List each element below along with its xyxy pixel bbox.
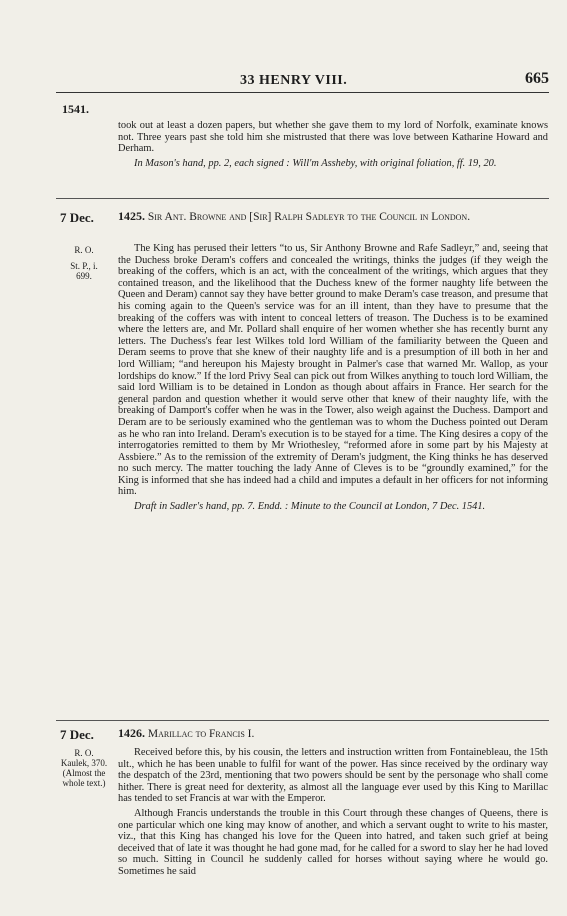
margin-ref: (Almost the [62, 768, 106, 778]
entry-1426-para-2: Although Francis understands the trouble in this Court through these changes of Queens, there is one particular which one king may know of another, and which a servant ought to write to his master, viz., that this King has changed his love for the Queen into hatred, and taken such grief at being deceived that of late it was thought he had gone mad, for he called for a sword to slay her he had loved so much. Sitting in Council he suddenly called for horses without saying where he would go. Sometimes he said [118, 807, 548, 877]
entry-1425-margin-refs [56, 245, 112, 281]
margin-ref: Kaulek, 370. [60, 758, 108, 768]
entry-1425-heading [118, 210, 548, 224]
entry-1426-number: 1426. [118, 726, 145, 740]
header-rule [56, 92, 549, 93]
entry-1425-body [118, 243, 548, 516]
entry-1426-title: Marillac to Francis I. [147, 728, 255, 740]
entry-1425-date: 7 Dec. [60, 210, 94, 225]
margin-ref: R. O. [74, 748, 94, 758]
margin-year: 1541. [62, 102, 89, 116]
margin-ref: St. P., i. [70, 261, 98, 271]
entry-1426-heading [118, 727, 548, 741]
margin-ref: R. O. [74, 245, 94, 255]
running-title: 33 HENRY VIII. [240, 73, 348, 88]
entry-1426-margin-refs [56, 748, 112, 788]
continuation-text: took out at least a dozen papers, but whether she gave them to my lord of Norfolk, examinate knows not. Three years past she told him she mistrusted that there was love between Katharine Howard and Derham. [118, 120, 548, 155]
entry-1425-text: The King has perused their letters “to us, Sir Anthony Browne and Rafe Sadleyr,” and, seeing that the Duchess broke Deram's coffers and concealed the writings, thinks the judges (if they weigh the breaking of the coffers, which is an act, with the concealment of the writings, which argues that they contained treason, and the likelihood that the Duchess knew of the former naughty life between the Queen and Deram) cannot say they have better ground to make Deram's case treason, and presume that his coming again to the Queen's service was for an ill intent, than they have to presume that the breaking of the coffers was with intent to conceal letters of treason. The Duchess is to be examined where the letters are, and Mr. Pollard shall enquire of her women whether she has recently burnt any letters. The Duchess's fear lest Wilkes told lord William of the familiarity between the Queen and Deram seems to prove that she knew of their naughty life and is a presumption of ill both in her and lord William; “and hereupon his Majesty brought in Palmer's case that warned Mr. Wallop, as your lordships do know.” If the lord Privy Seal can pick out from Wilkes anything to touch lord William, the said lord William is to be detained in London as though about affairs in France. Her search for the general pardon and question whether it would serve other that knew of their naughty life, with the breaking of Damport's coffer when he was in the Tower, also weigh against the Duchess. Damport and Deram are to be seriously examined who the gentleman was to whom the Duchess pointed out Deram as he who ran into Ireland. Deram's execution is to be stayed for a time. The King desires a copy of the interrogatories remitted to them by Mr Wriothesley, “reformed afore in some part by his Majesty at Assbiere.” As to the remission of the extremity of Deram's judgment, the King thinks he has deserved no such mercy. The matter touching the lady Anne of Cleves is to be “groundly examined,” for the King is informed that she has indeed had a child and imputes a default in her officers for not informing him. [118, 243, 548, 498]
entry-1426-para-1: Received before this, by his cousin, the letters and instruction written from Fontainebleau, the 15th ult., which he has been unable to fulfil for want of the power. Has since received by the ordinary way the despatch of the 23rd, mentioning that two powers should be sent by the personage who shall come hither. There is great need for dexterity, as almost all the language ever used by this King to Marillac has tended to set Francis at war with the Emperor. [118, 747, 548, 805]
margin-ref: 699. [76, 271, 92, 281]
entry-1425-title: Sir Ant. Browne and [Sir] Ralph Sadleyr to the Council in London. [147, 211, 471, 223]
entry-1425-note: Draft in Sadler's hand, pp. 7. Endd. : Minute to the Council at London, 7 Dec. 1541. [134, 501, 486, 513]
page-number: 665 [525, 70, 549, 87]
margin-ref: whole text.) [62, 778, 106, 788]
section-divider [56, 720, 549, 721]
continuation-note: In Mason's hand, pp. 2, each signed : Will'm Assheby, with original foliation, ff. 19, 20. [134, 157, 497, 169]
section-divider [56, 198, 549, 199]
continuation-block [118, 120, 548, 172]
entry-1425-number: 1425. [118, 209, 145, 223]
entry-1426-body [118, 747, 548, 881]
entry-1426-date: 7 Dec. [60, 727, 94, 742]
